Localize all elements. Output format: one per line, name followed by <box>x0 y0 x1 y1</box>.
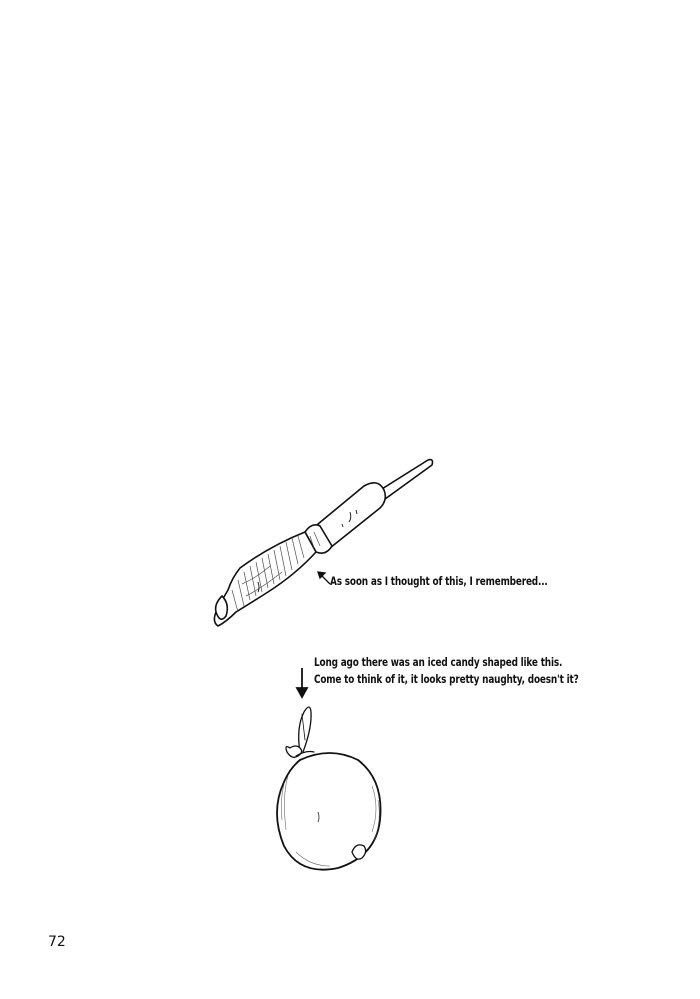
candy-tip <box>216 596 228 619</box>
arrow-down-icon <box>297 668 307 697</box>
balloon-loop <box>299 707 311 752</box>
caption-iced-candy-line1: Long ago there was an iced candy shaped like this. <box>314 655 563 669</box>
page-number: 72 <box>48 934 66 950</box>
caption-iced-candy <box>314 654 579 688</box>
arrow-to-candy-icon <box>318 572 330 584</box>
balloon-candy-drawing <box>277 707 381 870</box>
balloon-knot <box>286 746 302 757</box>
tube-candy-drawing <box>214 460 432 626</box>
caption-iced-candy-line2: Come to think of it, it looks pretty naughty, doesn't it? <box>314 672 579 686</box>
caption-remembered: As soon as I thought of this, I remembered... <box>330 574 548 588</box>
